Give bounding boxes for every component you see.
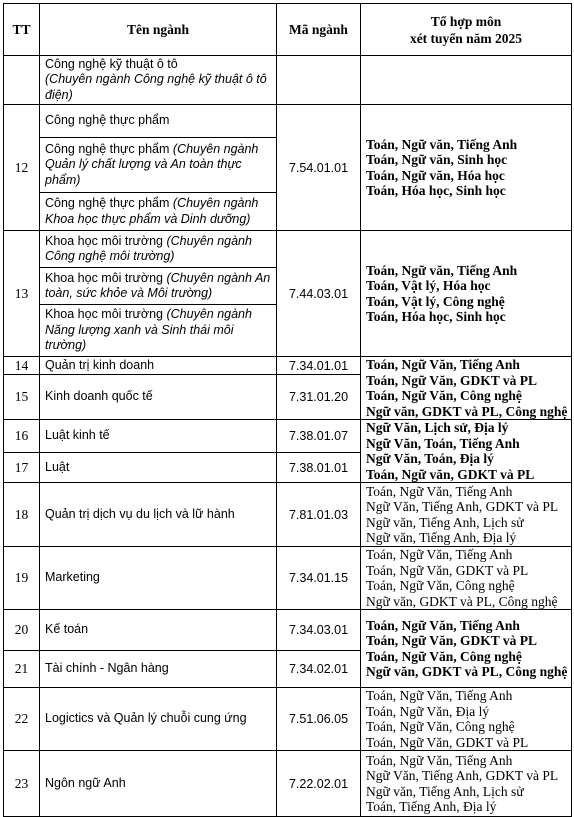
combo-line: Toán, Ngữ văn, Tiếng Anh (366, 262, 518, 278)
combo-line: Toán, Vật lý, Hóa học (366, 278, 491, 293)
table-row (4, 105, 572, 138)
major-name-cell (40, 231, 277, 268)
code-cell: 7.34.02.01 (277, 651, 361, 688)
combo-line: Toán, Ngữ Văn, Tiếng Anh (366, 547, 513, 562)
combo-cell (361, 751, 572, 817)
major-specialization: (Chuyên ngành Công nghệ kỹ thuật ô tô điện) (45, 72, 267, 102)
combo-line: Toán, Ngữ Văn, Công nghệ (366, 719, 515, 734)
combo-line: Toán, Ngữ Văn, Công nghệ (366, 578, 515, 593)
code-cell: 7.38.01.07 (277, 420, 361, 453)
header-code: Mã ngành (277, 4, 361, 56)
major-name-cell (40, 268, 277, 305)
combo-cell (361, 610, 572, 688)
major-name-cell: Tài chính - Ngân hàng (40, 651, 277, 688)
combo-line: Toán, Ngữ Văn, GDKT và PL (366, 633, 538, 648)
table-row (4, 751, 572, 817)
combo-line: Toán, Ngữ Văn, Tiếng Anh (366, 357, 520, 372)
combo-line: Toán, Vật lý, Công nghệ (366, 293, 505, 309)
header-name: Tên ngành (40, 4, 277, 56)
combo-line: Toán, Ngữ văn, Sinh học (366, 152, 508, 167)
major-name-cell: Kinh doanh quốc tế (40, 375, 277, 420)
major-specialization: (Chuyên ngành An toàn, sức khỏe và Môi trường) (45, 270, 271, 300)
header-row (4, 4, 572, 56)
table-row (4, 688, 572, 751)
combo-cell (361, 483, 572, 547)
combo-line: Ngữ Văn, Tiếng Anh, GDKT và PL (366, 768, 559, 783)
combo-cell (361, 688, 572, 751)
combo-line: Ngữ Văn, Tiếng Anh, GDKT và PL (366, 499, 559, 514)
major-name-cell (40, 305, 277, 357)
major-name-cell: Logictics và Quản lý chuỗi cung ứng (40, 688, 277, 751)
major-specialization: (Chuyên ngành Khoa học thực phẩm và Dinh dưỡng) (45, 196, 259, 226)
table-row (4, 420, 572, 453)
table-row (4, 547, 572, 610)
major-specialization: (Chuyên ngành Công nghệ môi trường) (45, 233, 252, 263)
tt-cell: 21 (4, 651, 40, 688)
header-combo-line1: Tổ hợp môn (430, 13, 502, 29)
combo-line: Toán, Ngữ Văn, GDKT và PL (366, 734, 529, 750)
major-name-cell: Marketing (40, 547, 277, 610)
combo-line: Toán, Hóa học, Sinh học (366, 309, 506, 324)
major-name-cell (40, 56, 277, 105)
table-row (4, 357, 572, 375)
major-name: Công nghệ thực phẩm (45, 196, 173, 210)
major-name-cell: Luật kinh tế (40, 420, 277, 453)
major-name-cell: Luật (40, 453, 277, 483)
tt-cell: 22 (4, 688, 40, 751)
major-name-cell: Quản trị dịch vụ du lịch và lữ hành (40, 483, 277, 547)
combo-line: Toán, Ngữ Văn, Tiếng Anh (366, 483, 513, 499)
header-combo (361, 4, 572, 56)
code-cell (277, 56, 361, 105)
combo-line: Toán, Ngữ văn, Tiếng Anh (366, 136, 518, 152)
combo-line: Toán, Ngữ Văn, Địa lý (366, 703, 490, 719)
code-cell: 7.38.01.01 (277, 453, 361, 483)
code-cell: 7.22.02.01 (277, 751, 361, 817)
combo-line: Ngữ văn, GDKT và PL, Công nghệ (366, 593, 558, 609)
combo-line: Ngữ Văn, Toán, Tiếng Anh (366, 435, 520, 451)
tt-cell: 17 (4, 453, 40, 483)
code-cell: 7.51.06.05 (277, 688, 361, 751)
major-name-cell (40, 193, 277, 231)
code-cell: 7.34.03.01 (277, 610, 361, 651)
combo-line: Toán, Ngữ Văn, Công nghệ (366, 388, 522, 403)
admission-table (3, 3, 572, 817)
header-tt: TT (4, 4, 40, 56)
code-cell: 7.34.01.01 (277, 357, 361, 375)
code-cell: 7.54.01.01 (277, 105, 361, 231)
tt-cell: 15 (4, 375, 40, 420)
combo-line: Toán, Ngữ văn, GDKT và PL (366, 466, 535, 482)
combo-cell (361, 56, 572, 105)
major-name: Công nghệ thực phẩm (45, 113, 170, 128)
combo-cell (361, 105, 572, 231)
combo-line: Toán, Ngữ Văn, Tiếng Anh (366, 752, 513, 768)
combo-line: Ngữ văn, GDKT và PL, Công nghệ (366, 664, 568, 679)
combo-line: Toán, Hóa học, Sinh học (366, 183, 506, 198)
major-name-cell (40, 138, 277, 193)
combo-line: Toán, Ngữ Văn, Công nghệ (366, 648, 522, 664)
combo-cell (361, 420, 572, 483)
major-name-cell (40, 105, 277, 138)
combo-line: Ngữ Văn, Toán, Địa lý (366, 451, 494, 466)
code-cell: 7.34.01.15 (277, 547, 361, 610)
major-name: Khoa học môi trường (45, 233, 167, 248)
combo-cell (361, 547, 572, 610)
combo-line: Toán, Tiếng Anh, Địa lý (366, 799, 497, 814)
combo-line: Toán, Ngữ Văn, GDKT và PL (366, 372, 538, 388)
tt-cell: 18 (4, 483, 40, 547)
tt-cell: 19 (4, 547, 40, 610)
code-cell: 7.81.01.03 (277, 483, 361, 547)
tt-cell: 13 (4, 231, 40, 357)
tt-cell: 20 (4, 610, 40, 651)
tt-cell: 14 (4, 357, 40, 375)
code-cell: 7.44.03.01 (277, 231, 361, 357)
major-name: Khoa học môi trường (45, 270, 167, 285)
combo-cell (361, 357, 572, 420)
major-name: Công nghệ kỹ thuật ô tô (45, 56, 178, 71)
table-row (4, 483, 572, 547)
major-name-cell: Ngôn ngữ Anh (40, 751, 277, 817)
combo-line: Ngữ văn, Tiếng Anh, Lịch sử (366, 514, 524, 530)
combo-line: Toán, Ngữ Văn, GDKT và PL (366, 562, 529, 578)
major-name: Công nghệ thực phẩm (45, 141, 173, 156)
major-name-cell: Quản trị kinh doanh (40, 357, 277, 375)
tt-cell: 23 (4, 751, 40, 817)
combo-line: Toán, Ngữ Văn, Tiếng Anh (366, 617, 520, 633)
header-combo-line2: xét tuyển năm 2025 (409, 30, 523, 46)
table-row (4, 231, 572, 268)
major-name-cell: Kế toán (40, 610, 277, 651)
combo-line: Toán, Ngữ văn, Hóa học (366, 167, 505, 183)
major-name: Khoa học môi trường (45, 307, 167, 322)
combo-line: Ngữ văn, Tiếng Anh, Địa lý (366, 530, 517, 545)
combo-cell (361, 231, 572, 357)
tt-cell (4, 56, 40, 105)
combo-line: Toán, Ngữ Văn, Tiếng Anh (366, 688, 513, 703)
code-cell: 7.31.01.20 (277, 375, 361, 420)
table-row (4, 610, 572, 651)
major-specialization: (Chuyên ngành Quản lý chất lượng và An toàn thực phẩm) (45, 141, 259, 187)
tt-cell: 16 (4, 420, 40, 453)
tt-cell: 12 (4, 105, 40, 231)
combo-line: Ngữ Văn, Lịch sử, Địa lý (366, 420, 509, 435)
major-specialization: (Chuyên ngành Năng lượng xanh và Sinh thái môi trường) (45, 307, 252, 353)
table-row (4, 56, 572, 105)
combo-line: Ngữ văn, GDKT và PL, Công nghệ (366, 403, 568, 419)
combo-line: Ngữ văn, Tiếng Anh, Lịch sử (366, 783, 524, 799)
